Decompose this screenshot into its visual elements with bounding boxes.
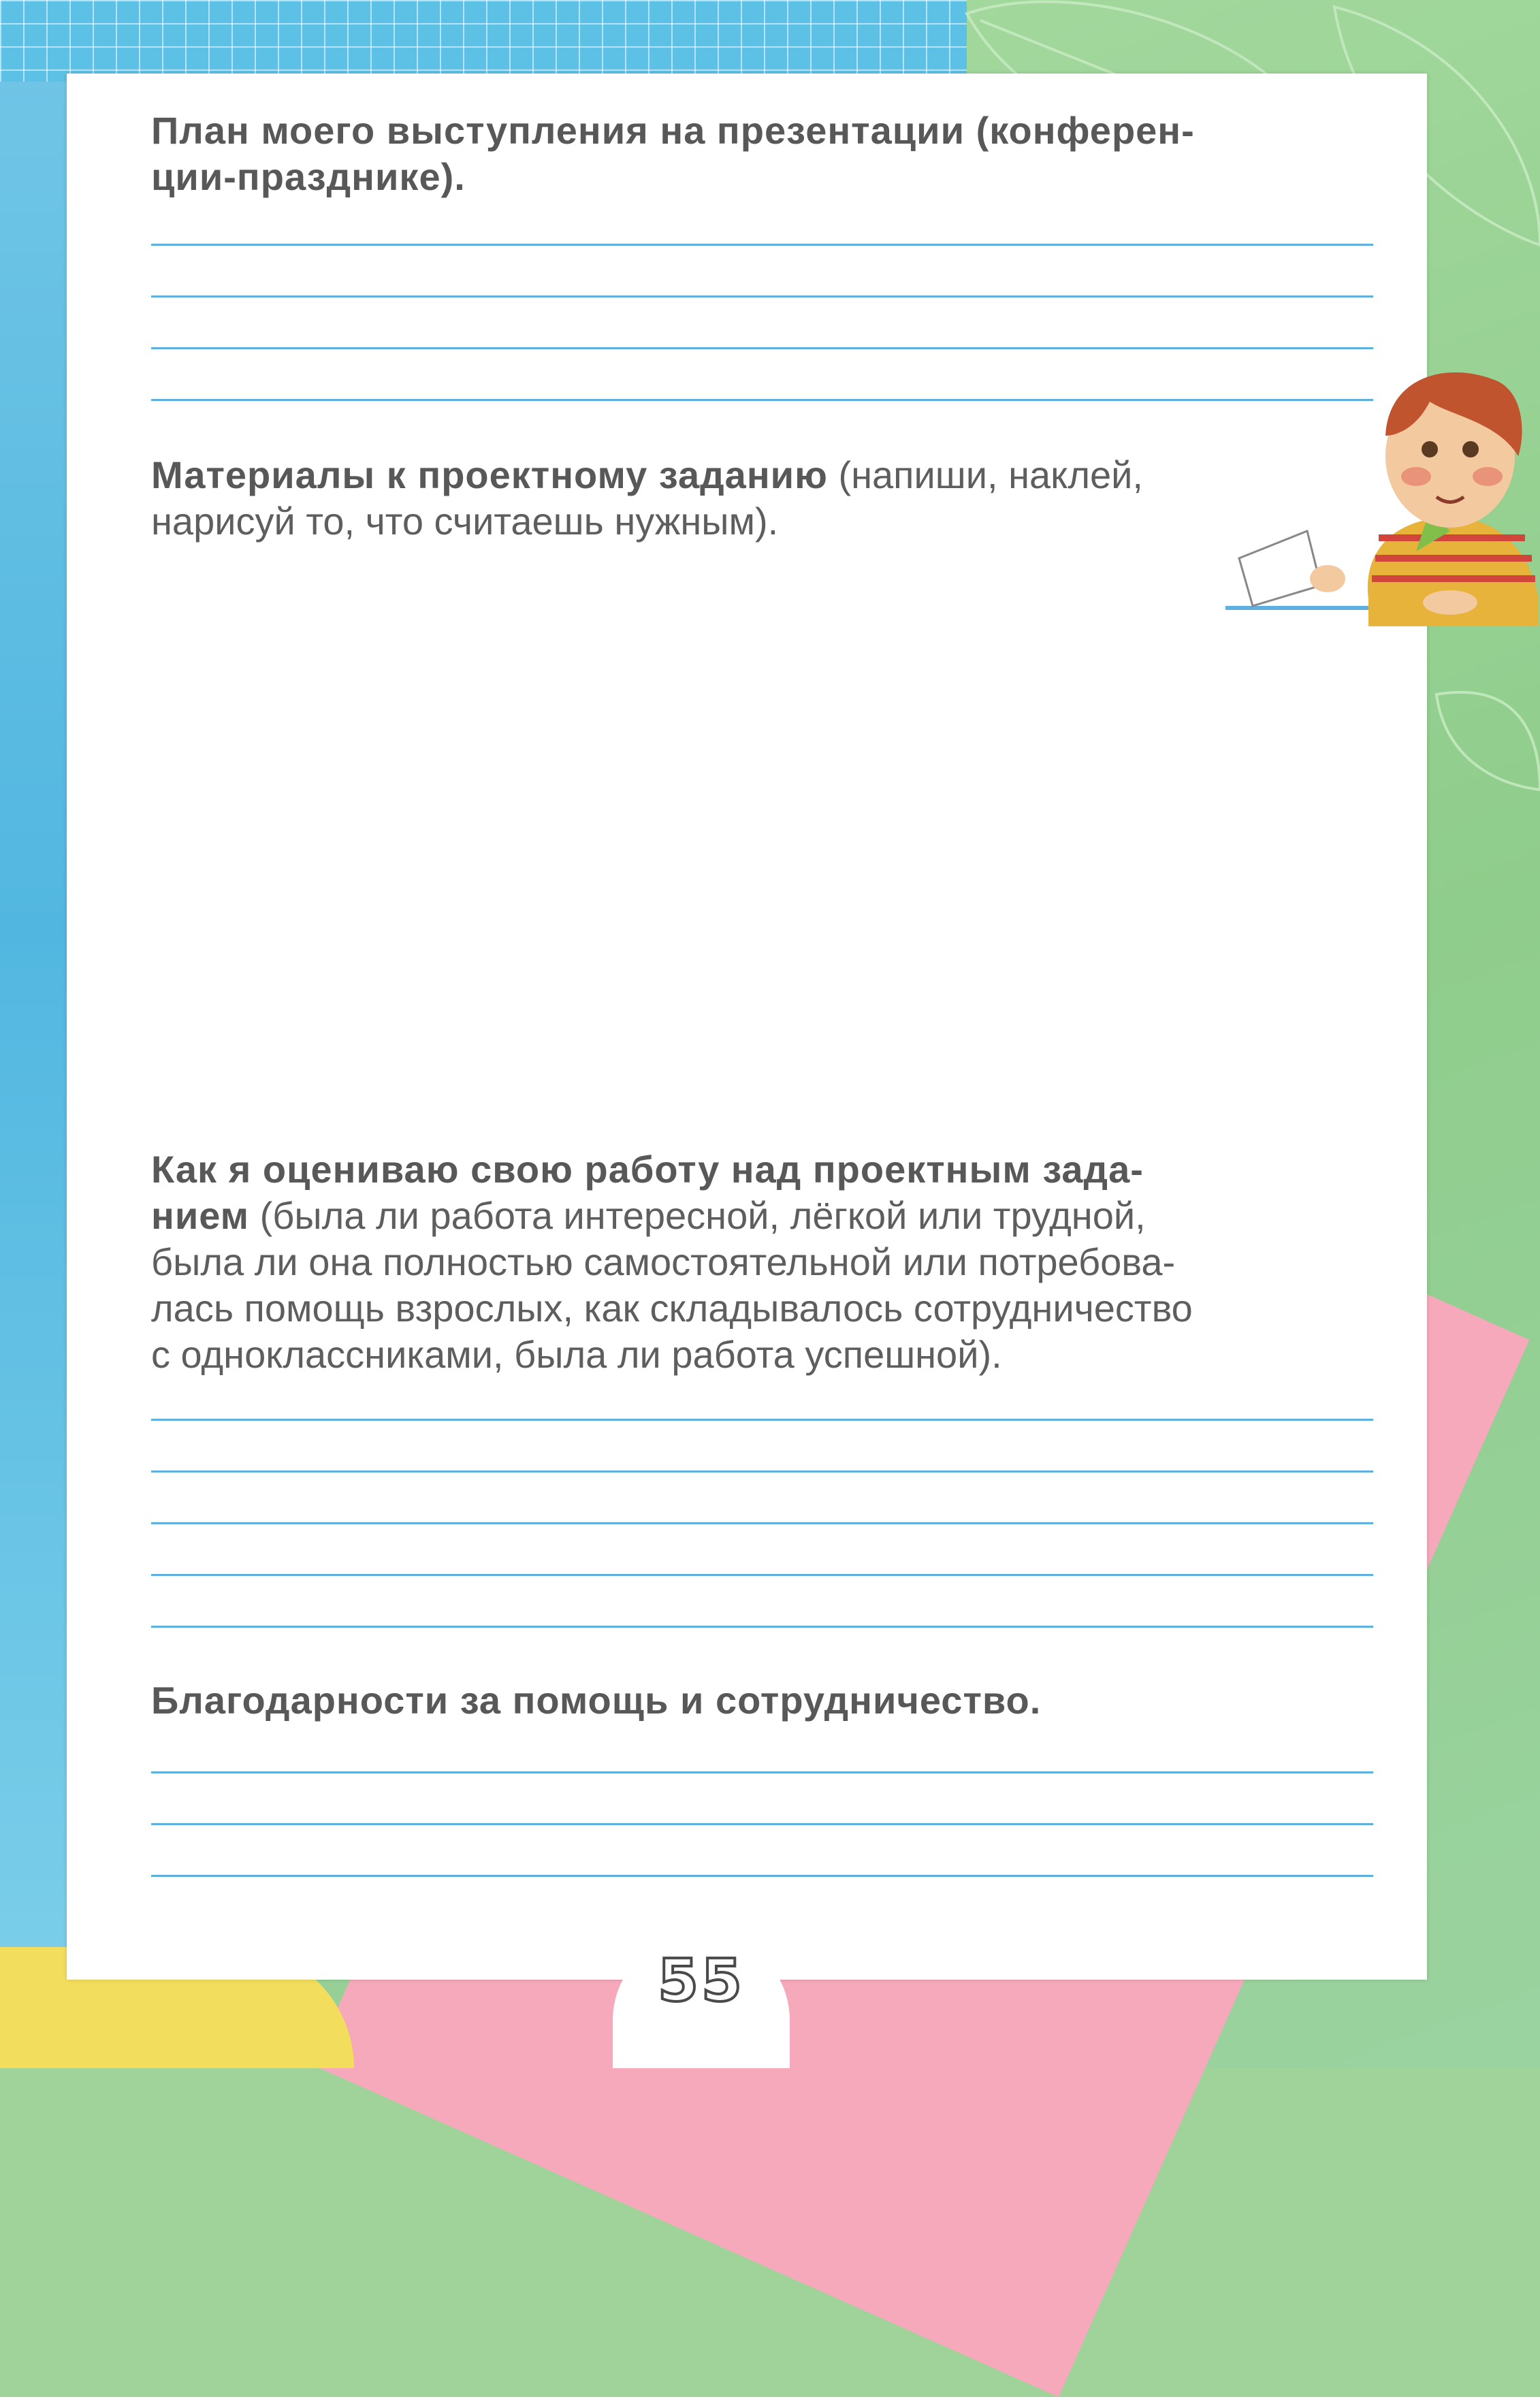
thanks-line-1: Благодарности за помощь и сотрудничество. — [151, 1679, 1042, 1722]
evaluation-line-1: Как я оцениваю свою работу над проектным зада- — [151, 1148, 1144, 1191]
thanks-answer-line-3[interactable] — [151, 1875, 1373, 1877]
plan-heading-line-2: ции-празднике). — [151, 155, 466, 198]
plan-answer-line-3[interactable] — [151, 347, 1373, 349]
plan-heading-line-1: План моего выступления на презентации (конферен- — [151, 109, 1195, 152]
materials-heading — [151, 452, 1370, 545]
materials-heading-line-2: нарисуй то, что считаешь нужным). — [151, 500, 779, 543]
evaluation-answer-line-2[interactable] — [151, 1470, 1373, 1473]
thanks-heading — [151, 1677, 1370, 1724]
worksheet-page — [67, 74, 1427, 1980]
evaluation-answer-line-4[interactable] — [151, 1574, 1373, 1576]
thanks-answer-line-2[interactable] — [151, 1823, 1373, 1825]
plan-heading — [151, 108, 1370, 200]
materials-drawing-area[interactable] — [151, 564, 1373, 1149]
thanks-answer-line-1[interactable] — [151, 1771, 1373, 1773]
plan-answer-line-2[interactable] — [151, 295, 1373, 297]
evaluation-line-2: (была ли работа интересной, лёгкой или трудной, — [249, 1194, 1146, 1237]
evaluation-heading — [151, 1146, 1370, 1378]
evaluation-line-3: была ли она полностью самостоятельной или потребова- — [151, 1240, 1176, 1283]
evaluation-line-5: с одноклассниками, была ли работа успешной). — [151, 1333, 1002, 1376]
evaluation-line-4: лась помощь взрослых, как складывалось сотрудничество — [151, 1287, 1193, 1330]
materials-heading-bold: Материалы к проектному заданию — [151, 453, 828, 496]
plan-answer-line-1[interactable] — [151, 244, 1373, 246]
evaluation-answer-line-1[interactable] — [151, 1419, 1373, 1421]
page-number: 55 — [658, 1947, 745, 2015]
evaluation-answer-line-5[interactable] — [151, 1626, 1373, 1628]
plan-answer-line-4[interactable] — [151, 399, 1373, 401]
boy-with-paper-icon — [1225, 354, 1539, 640]
materials-heading-note: (напиши, наклей, — [827, 453, 1143, 496]
evaluation-answer-line-3[interactable] — [151, 1522, 1373, 1524]
evaluation-line-2-bold: нием — [151, 1194, 250, 1237]
